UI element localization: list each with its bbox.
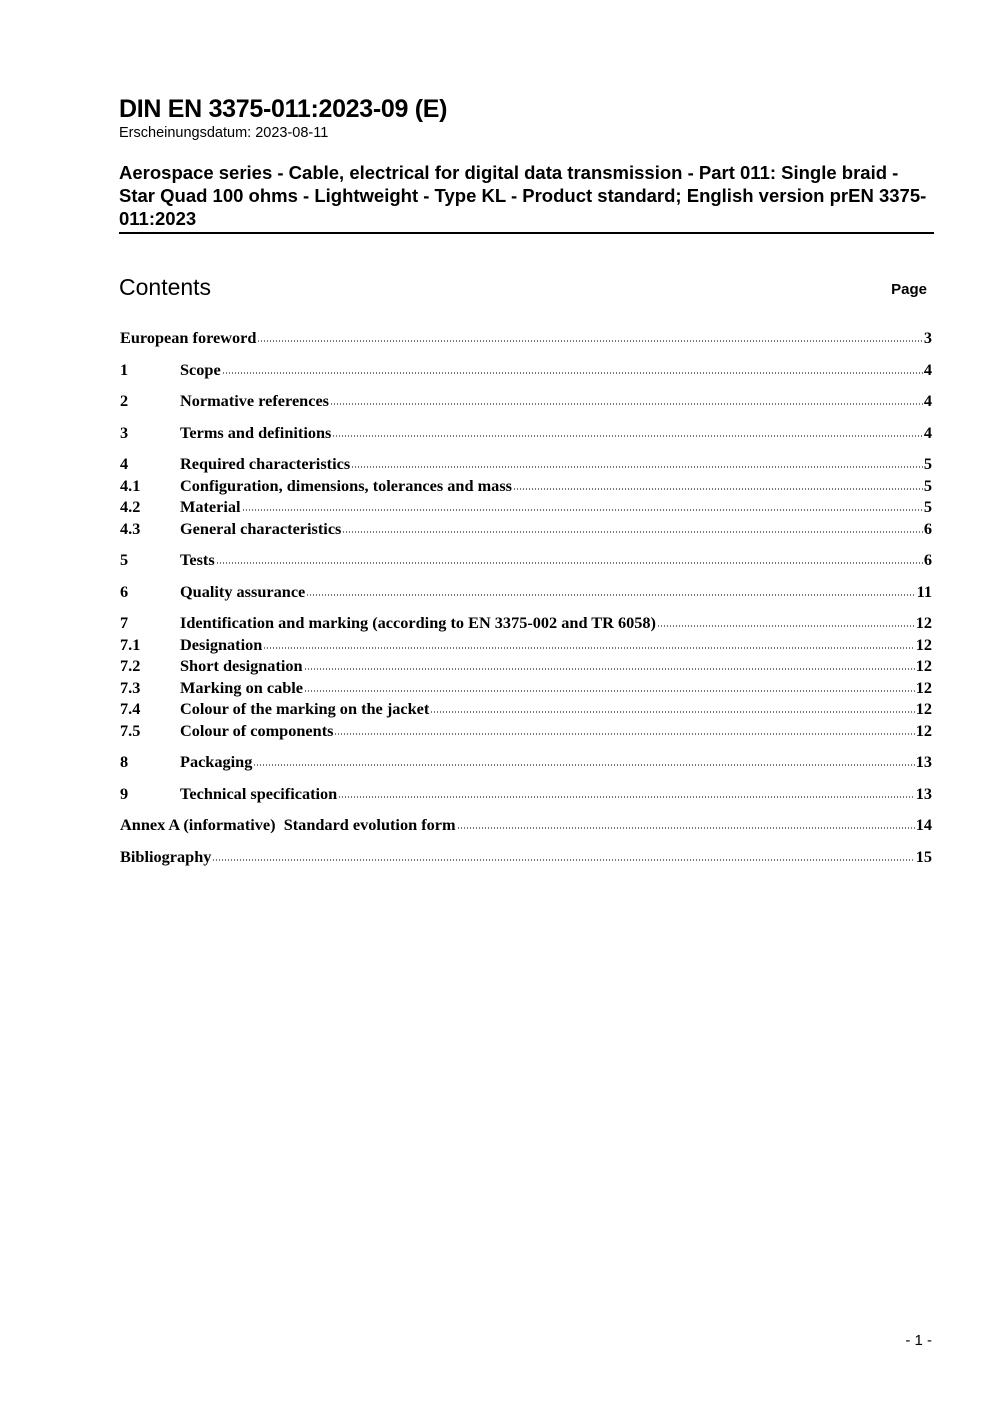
dot-leader (338, 796, 914, 798)
toc-entry-configuration[interactable] (120, 475, 932, 497)
toc-entry-number: 4.1 (120, 475, 141, 495)
dot-leader (304, 690, 915, 692)
toc-entry-bibliography[interactable] (120, 846, 932, 868)
toc-entry-tests[interactable] (120, 549, 932, 571)
toc-entry-label: Terms and definitions (180, 422, 332, 442)
toc-entry-number: 7.2 (120, 656, 141, 675)
toc-entry-general-characteristics[interactable] (120, 518, 932, 540)
toc-entry-label: Identification and marking (according to EN 3375-002 and TR 6058) (180, 613, 656, 632)
toc-entry-page: 14 (915, 815, 932, 834)
toc-entry-number: 7.4 (120, 699, 141, 718)
toc-entry-identification-and-marking[interactable] (120, 612, 932, 634)
toc-entry-number: 7 (120, 613, 129, 632)
toc-entry-number: 5 (120, 550, 129, 569)
toc-entry-packaging[interactable] (120, 751, 932, 773)
toc-entry-label: Annex A (informative) Standard evolution form (120, 815, 456, 834)
dot-leader (457, 827, 915, 829)
toc-entry-label: Colour of components (180, 720, 334, 740)
toc-entry-page: 5 (923, 475, 932, 495)
toc-entry-number: 7.1 (120, 634, 141, 654)
toc-entry-quality-assurance[interactable] (120, 581, 932, 603)
toc-entry-number: 7.5 (120, 720, 141, 740)
toc-entry-required-characteristics[interactable] (120, 453, 932, 475)
toc-entry-page: 11 (916, 581, 932, 601)
publication-date: Erscheinungsdatum: 2023-08-11 (119, 125, 329, 141)
toc-entry-terms-and-definitions[interactable] (120, 422, 932, 444)
toc-entry-marking-on-cable[interactable] (120, 677, 932, 699)
toc-entry-page: 12 (915, 634, 932, 654)
toc-entry-number: 2 (120, 391, 129, 410)
dot-leader (257, 340, 922, 342)
toc-entry-page: 13 (915, 752, 932, 771)
toc-entry-label: Required characteristics (180, 454, 351, 473)
toc-entry-page: 12 (915, 720, 932, 740)
toc-entry-label: Colour of the marking on the jacket (180, 699, 430, 718)
toc-entry-page: 4 (923, 359, 932, 379)
page-number: - 1 - (905, 1332, 932, 1349)
dot-leader (222, 372, 923, 374)
toc-entry-material[interactable] (120, 496, 932, 518)
toc-entry-page: 12 (915, 677, 932, 697)
dot-leader (351, 466, 923, 468)
toc-entry-label: Packaging (180, 752, 253, 771)
toc-entry-page: 15 (915, 846, 932, 866)
dot-leader (304, 668, 915, 670)
toc-entry-label: Bibliography (120, 846, 212, 866)
dot-leader (216, 562, 923, 564)
toc-entry-colour-of-components[interactable] (120, 720, 932, 742)
toc-entry-page: 4 (923, 391, 932, 410)
toc-entry-page: 6 (923, 518, 932, 538)
toc-entry-number: 4.3 (120, 518, 141, 538)
dot-leader (242, 509, 923, 511)
toc-entry-label: Configuration, dimensions, tolerances and mass (180, 475, 512, 495)
toc-entry-normative-references[interactable] (120, 390, 932, 412)
dot-leader (263, 647, 914, 649)
toc-entry-label: Tests (180, 550, 215, 569)
toc-entry-label: European foreword (120, 328, 257, 347)
dot-leader (306, 594, 915, 596)
toc-entry-designation[interactable] (120, 634, 932, 656)
dot-leader (253, 764, 914, 766)
toc-entry-scope[interactable] (120, 359, 932, 381)
toc-entry-number: 6 (120, 581, 129, 601)
toc-entry-annex-a[interactable] (120, 814, 932, 836)
toc-entry-number: 8 (120, 752, 129, 771)
toc-entry-number: 1 (120, 359, 129, 379)
toc-entry-label: Quality assurance (180, 581, 306, 601)
toc-entry-page: 3 (923, 328, 932, 347)
document-title: Aerospace series - Cable, electrical for digital data transmission - Part 011: Single braid - Star Quad 100 ohms - Lightweight - Type KL - Product standard; English version prEN 3375-011:2023 (119, 162, 927, 229)
toc-entry-label: Material (180, 497, 241, 516)
dot-leader (342, 531, 922, 533)
toc-entry-page: 4 (923, 422, 932, 442)
toc-entry-number: 4 (120, 454, 129, 473)
dot-leader (430, 711, 914, 713)
toc-entry-number: 4.2 (120, 497, 141, 516)
document-id: DIN EN 3375-011:2023-09 (E) (119, 95, 448, 123)
toc-entry-number: 9 (120, 783, 129, 803)
toc-entry-page: 6 (923, 550, 932, 569)
header-rule (119, 232, 934, 234)
toc-entry-page: 12 (915, 699, 932, 718)
toc-entry-short-designation[interactable] (120, 655, 932, 677)
toc-entry-label: Marking on cable (180, 677, 304, 697)
toc-entry-page: 12 (915, 613, 932, 632)
toc-entry-label: Normative references (180, 391, 330, 410)
page-column-label: Page (891, 281, 927, 298)
contents-title: Contents (119, 274, 212, 300)
dot-leader (657, 625, 915, 627)
toc-entry-page: 5 (923, 497, 932, 516)
toc-entry-number: 3 (120, 422, 129, 442)
dot-leader (513, 488, 923, 490)
toc-entry-label: Scope (180, 359, 221, 379)
toc-entry-technical-specification[interactable] (120, 783, 932, 805)
toc-entry-page: 13 (915, 783, 932, 803)
document-header (119, 94, 934, 231)
toc-entry-page: 12 (915, 656, 932, 675)
toc-entry-european-foreword[interactable] (120, 327, 932, 349)
toc-entry-number: 7.3 (120, 677, 141, 697)
toc-entry-label: Short designation (180, 656, 303, 675)
dot-leader (212, 859, 914, 861)
toc-entry-page: 5 (923, 454, 932, 473)
toc-entry-label: Technical specification (180, 783, 338, 803)
dot-leader (334, 733, 914, 735)
table-of-contents (120, 327, 932, 867)
dot-leader (332, 435, 922, 437)
toc-entry-label: General characteristics (180, 518, 342, 538)
dot-leader (330, 403, 923, 405)
toc-entry-colour-of-marking[interactable] (120, 698, 932, 720)
toc-entry-label: Designation (180, 634, 263, 654)
